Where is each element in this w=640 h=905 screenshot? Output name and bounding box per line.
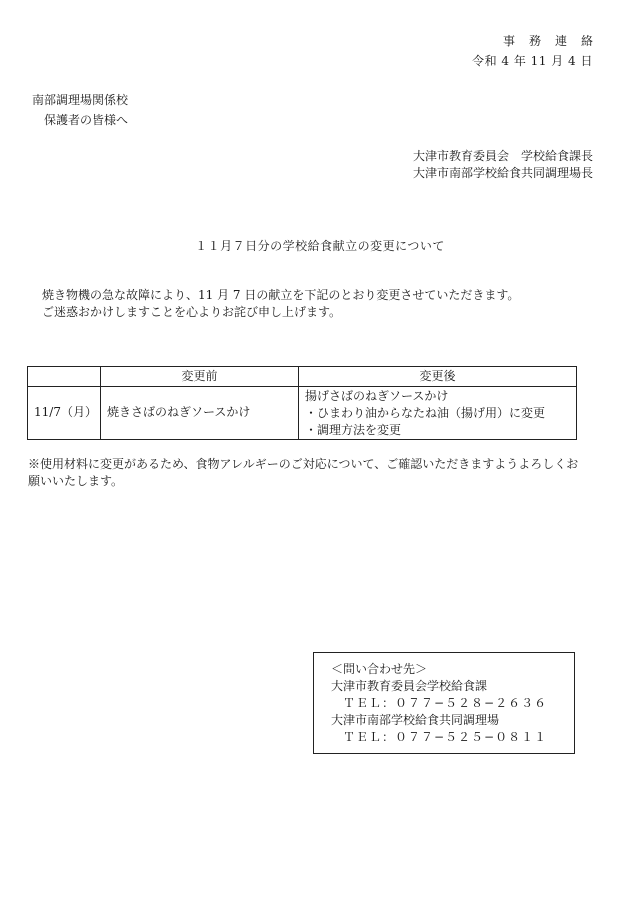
table-cell-date: 11/7（月） xyxy=(28,387,101,440)
after-item: ・調理方法を変更 xyxy=(305,422,402,437)
sender-line-2: 大津市南部学校給食共同調理場長 xyxy=(412,166,593,180)
addressee-line-1: 南部調理場関係校 xyxy=(32,93,129,107)
table-header-after: 変更後 xyxy=(299,367,577,387)
after-item: 揚げさばのねぎソースかけ xyxy=(305,388,449,403)
contact-tel-2: ＴＥＬ：０７７−５２５−０８１１ xyxy=(343,730,548,744)
table-header-before: 変更前 xyxy=(101,367,299,387)
document-date: 令和 4 年 11 月 4 日 xyxy=(472,54,593,68)
addressee-line-2: 保護者の皆様へ xyxy=(44,113,129,127)
after-item: ・ひまわり油からなたね油（揚げ用）に変更 xyxy=(305,405,546,420)
contact-tel-1: ＴＥＬ：０７７−５２８−２６３６ xyxy=(343,696,548,710)
table-cell-before: 焼きさばのねぎソースかけ xyxy=(101,387,299,440)
document-subject: １１月７日分の学校給食献立の変更について xyxy=(195,239,445,253)
contact-org-1: 大津市教育委員会学校給食課 xyxy=(331,679,488,693)
document-type-label: 事務連絡 xyxy=(502,34,607,48)
allergy-note: ※使用材料に変更があるため、食物アレルギーのご対応について、ご確認いただきますようよろしくお願いいたします。 xyxy=(28,457,579,488)
table-header-row xyxy=(28,367,577,387)
body-line-2: ご迷惑おかけしますことを心よりお詫び申し上げます。 xyxy=(42,305,342,319)
table-row xyxy=(28,387,577,440)
menu-change-table xyxy=(27,366,577,440)
contact-org-2: 大津市南部学校給食共同調理場 xyxy=(331,713,500,727)
sender-line-1: 大津市教育委員会 学校給食課長 xyxy=(412,149,593,163)
contact-box xyxy=(313,652,575,754)
contact-title: ＜問い合わせ先＞ xyxy=(331,662,428,676)
table-cell-after xyxy=(299,387,577,440)
body-line-1: 焼き物機の急な故障により、11 月 7 日の献立を下記のとおり変更させていただきます。 xyxy=(42,288,520,302)
table-header-date xyxy=(28,367,101,387)
